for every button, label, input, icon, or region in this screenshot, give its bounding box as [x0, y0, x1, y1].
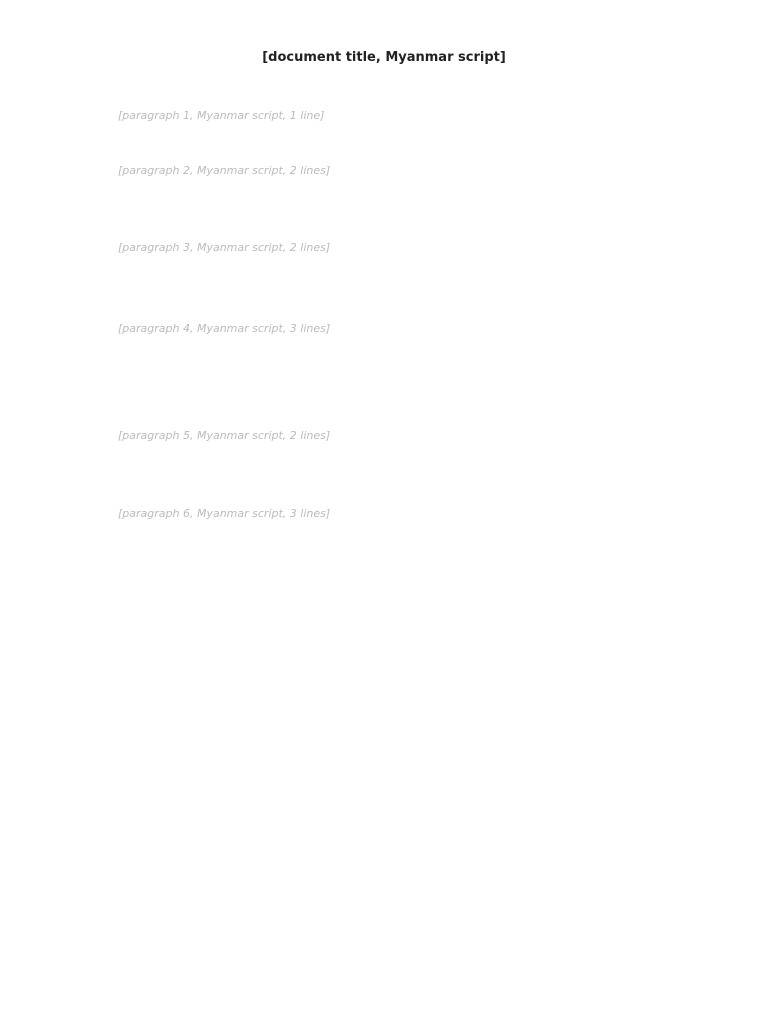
- paragraph-2: [paragraph 2, Myanmar script, 2 lines]: [118, 164, 331, 177]
- paragraph-5: [paragraph 5, Myanmar script, 2 lines]: [118, 429, 331, 442]
- paragraph-6: [paragraph 6, Myanmar script, 3 lines]: [118, 507, 331, 520]
- paragraph-3: [paragraph 3, Myanmar script, 2 lines]: [118, 241, 331, 254]
- document-title: [document title, Myanmar script]: [262, 50, 506, 65]
- paragraph-4: [paragraph 4, Myanmar script, 3 lines]: [118, 322, 331, 335]
- paragraph-1: [paragraph 1, Myanmar script, 1 line]: [118, 109, 325, 122]
